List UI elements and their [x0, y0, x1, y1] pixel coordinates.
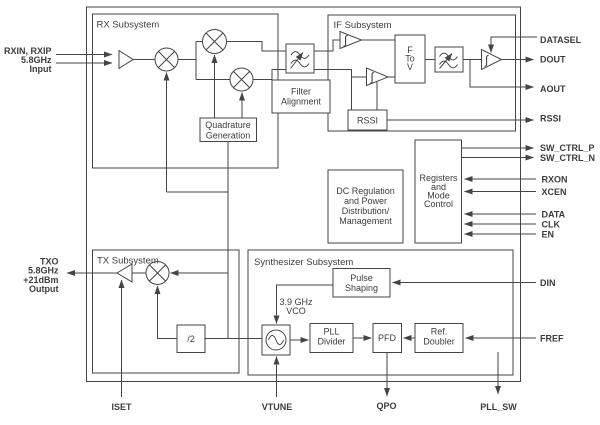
if-filter2-icon [435, 47, 463, 72]
filter-alignment-label-2: Alignment [280, 96, 322, 107]
pin-aout: AOUT [540, 84, 566, 94]
pin-sw-ctrl-n: SW_CTRL_N [540, 153, 596, 163]
pin-datasel: DATASEL [540, 35, 582, 45]
tx-output-label-1: TXO [39, 256, 59, 267]
vco-freq-label: 3.9 GHz [279, 297, 313, 307]
dc-reg-label-4: Management [339, 216, 392, 226]
rx-subsystem-box [93, 14, 279, 168]
quadrature-label-1: Quadrature [205, 120, 251, 130]
pin-rssi: RSSI [540, 113, 562, 124]
vco-name-label: VCO [286, 306, 306, 316]
dc-reg-label-2: and Power [343, 196, 388, 206]
pin-data: DATA [541, 209, 566, 220]
pin-en: EN [541, 229, 555, 240]
pin-fref: FREF [540, 333, 564, 344]
vco-icon [262, 325, 290, 355]
ref-doubler-label-2: Doubler [423, 336, 455, 347]
registers-label-2: and [430, 182, 447, 192]
pulse-shaping-label-2: Shaping [344, 283, 379, 293]
rx-subsystem-title: RX Subsystem [96, 19, 160, 31]
dc-reg-label-3: Distribution/ [341, 206, 390, 216]
pin-iset: ISET [111, 402, 132, 412]
limiter-symbol-2: ∫ [370, 70, 374, 84]
registers-label-1: Registers [419, 173, 458, 183]
registers-label-3: Mode [427, 190, 450, 201]
pfd-label: PFD [378, 333, 396, 343]
tx-output-label-3: +21dBm [23, 275, 59, 285]
pin-sw-ctrl-p: SW_CTRL_P [540, 143, 595, 153]
limiter-symbol-1: ∫ [344, 33, 348, 47]
rx-input-label-2: 5.8GHz [20, 55, 52, 65]
synthesizer-subsystem-title: Synthesizer Subsystem [254, 257, 354, 268]
dc-reg-label-1: DC Regulation [336, 186, 395, 196]
rssi-block-label: RSSI [356, 115, 379, 126]
pin-pll-sw: PLL_SW [480, 402, 517, 412]
pin-din: DIN [540, 278, 556, 288]
if-subsystem-title: IF Subsystem [333, 20, 392, 31]
ftov-label-2: To [405, 53, 415, 64]
filter-alignment-label-1: Filter [291, 86, 311, 97]
quadrature-label-2: Generation [205, 130, 251, 141]
pin-xcen: XCEN [541, 187, 567, 197]
rx-input-label-1: RXIN, RXIP [3, 46, 52, 56]
pulse-shaping-label-1: Pulse [350, 273, 373, 283]
pin-vtune: VTUNE [261, 402, 293, 412]
pll-divider-label-2: Divider [317, 336, 346, 347]
tx-subsystem-title: TX Subsystem [97, 255, 159, 267]
ref-doubler-label-1: Ref. [430, 326, 448, 337]
tx-subsystem-box [93, 250, 240, 373]
registers-label-4: Control [423, 199, 454, 209]
if-filter1-icon [286, 44, 314, 73]
pin-clk: CLK [541, 219, 560, 230]
limiter-symbol-3: ∫ [485, 53, 489, 67]
rx-input-label-3: Input [29, 64, 52, 74]
div2-label: /2 [187, 334, 195, 344]
ftov-label-3: V [406, 62, 414, 72]
pin-dout: DOUT [540, 54, 566, 65]
tx-output-label-4: Output [29, 284, 59, 294]
ftov-label-1: F [407, 45, 413, 55]
pin-rxon: RXON [541, 174, 568, 185]
pll-divider-label-1: PLL [323, 326, 340, 337]
tx-output-label-2: 5.8GHz [27, 265, 59, 276]
pin-qpo: QPO [376, 401, 397, 411]
